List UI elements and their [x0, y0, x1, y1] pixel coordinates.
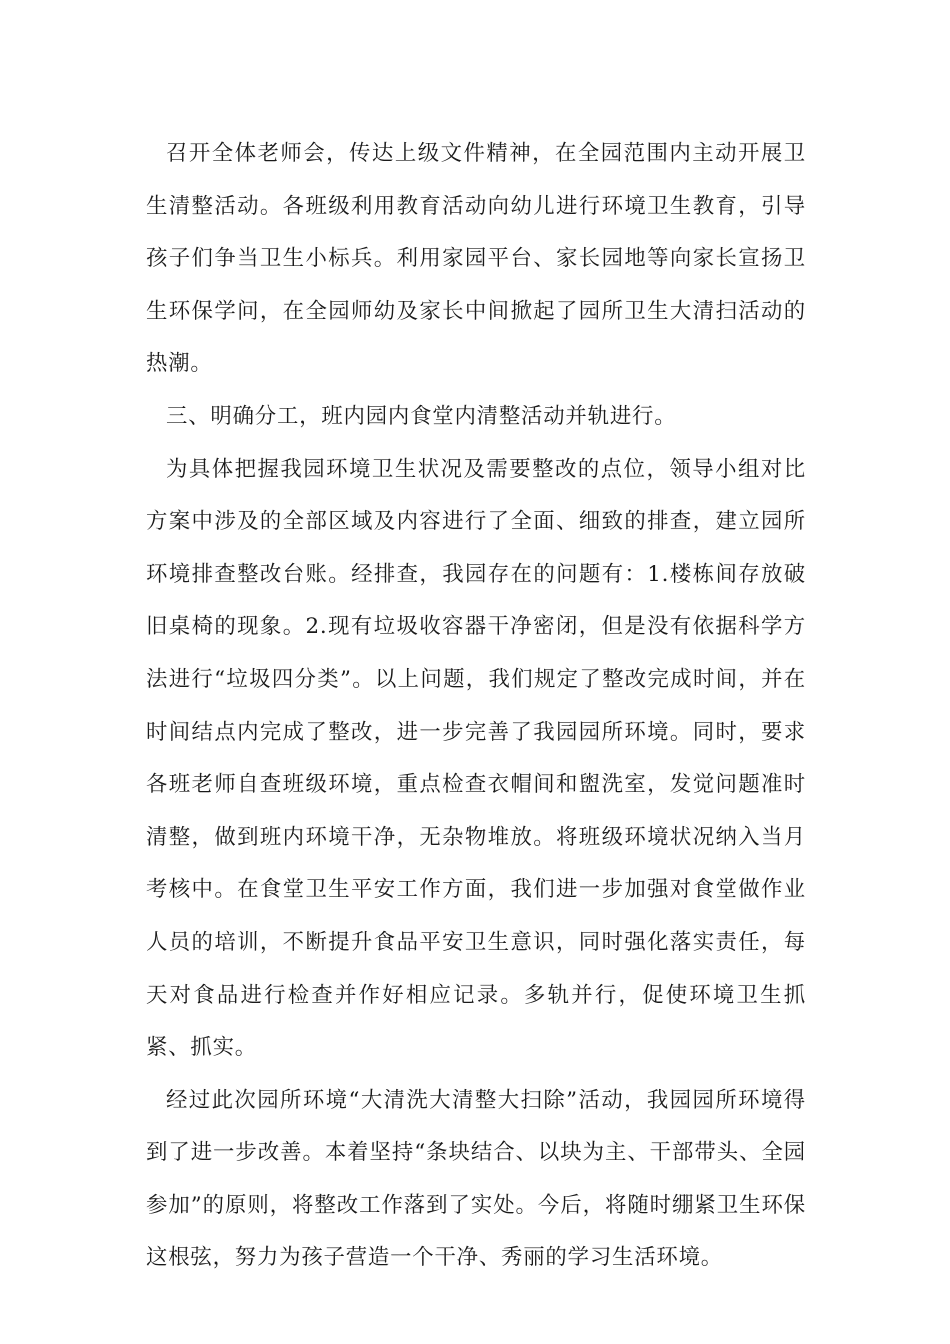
document-body: [146, 128, 806, 1285]
paragraph-inspection: 为具体把握我园环境卫生状况及需要整改的点位，领导小组对比方案中涉及的全部区域及内容进行了全面、细致的排查，建立园所环境排查整改台账。经排查，我园存在的问题有：1.楼栋间存放破旧桌椅的现象。2.现有垃圾收容器干净密闭，但是没有依据科学方法进行“垃圾四分类”。以上问题，我们规定了整改完成时间，并在时间结点内完成了整改，进一步完善了我园园所环境。同时，要求各班老师自查班级环境，重点检查衣帽间和盥洗室，发觉问题准时清整，做到班内环境干净，无杂物堆放。将班级环境状况纳入当月考核中。在食堂卫生平安工作方面，我们进一步加强对食堂做作业人员的培训，不断提升食品平安卫生意识，同时强化落实责任，每天对食品进行检查并作好相应记录。多轨并行，促使环境卫生抓紧、抓实。: [146, 456, 806, 1061]
section-heading-three: 三、明确分工，班内园内食堂内清整活动并轨进行。: [166, 403, 677, 429]
paragraph-activity: 召开全体老师会，传达上级文件精神，在全园范围内主动开展卫生清整活动。各班级利用教育活动向幼儿进行环境卫生教育，引导孩子们争当卫生小标兵。利用家园平台、家长园地等向家长宣扬卫生环保学问，在全园师幼及家长中间掀起了园所卫生大清扫活动的热潮。: [146, 141, 806, 377]
paragraph-conclusion: 经过此次园所环境“大清洗大清整大扫除”活动，我园园所环境得到了进一步改善。本着坚持“条块结合、以块为主、干部带头、全园参加”的原则，将整改工作落到了实处。今后，将随时绷紧卫生环保这根弦，努力为孩子营造一个干净、秀丽的学习生活环境。: [146, 1087, 806, 1271]
